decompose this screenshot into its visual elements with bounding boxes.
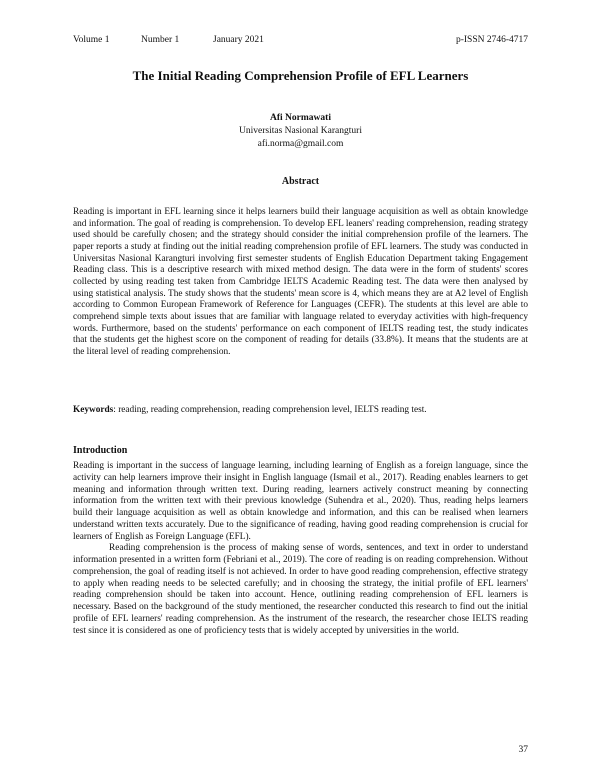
header-volume: Volume 1 [73, 35, 110, 45]
header-date: January 2021 [213, 35, 264, 45]
keywords [73, 404, 528, 416]
introduction-body [73, 461, 528, 637]
introduction-paragraph: Reading is important in the success of language learning, including learning of English as a foreign language, since the activity can help learners improve their insight in English language (Ismail et al., 2017). Reading enables learners to get meaning and information through written text. During reading, learners actively construct meaning by connecting information from the written text with their previous knowledge (Suhendra et al., 2020). Thus, reading helps learners build their language acquisition as well as obtain knowledge and information, and this can be realised when learners understand written texts accurately. Due to the significance of reading, having good reading comprehension is crucial for learners of English as Foreign Language (EFL). [73, 461, 528, 542]
author-affiliation: Universitas Nasional Karangturi [239, 126, 362, 136]
author-block [73, 112, 528, 151]
introduction-paragraph: Reading comprehension is the process of making sense of words, sentences, and text in order to understand information presented in a written form (Febriani et al., 2019). The core of reading is on reading comprehension. Without comprehension, the goal of reading itself is not achieved. In order to have good reading comprehension, effective strategy to apply when reading needs to be selected carefully; and in choosing the strategy, the initial profile of EFL learners' reading comprehension should be taken into account. Hence, outlining reading comprehension of EFL learners is necessary. Based on the background of the study mentioned, the researcher conducted this research to find out the initial profile of EFL learners' reading comprehension. As the instrument of the research, the researcher chose IELTS reading test since it is considered as one of proficiency tests that is widely accepted by universities in the world. [73, 543, 528, 636]
header-number: Number 1 [141, 35, 180, 45]
author-name: Afi Normawati [270, 113, 331, 123]
introduction-heading: Introduction [73, 445, 128, 456]
abstract-heading: Abstract [281, 176, 320, 187]
abstract-text: Reading is important in EFL learning since it helps learners build their language acquisition as well as obtain knowledge and information. The goal of reading is comprehension. To develop EFL leaners' reading comprehension, reading strategy used should be carefully chosen; and the strategy should consider the initial comprehension profile of the learners. The paper reports a study at finding out the initial reading comprehension profile of EFL learners. The study was conducted in Universitas Nasional Karangturi involving first semester students of English Education Department taking Engagement Reading class. This is a descriptive research with mixed method design. The data were in the form of students' scores collected by using reading test taken from Cambridge IELTS Academic Reading test. The data were then analysed by using statistical analysis. The study shows that the students' mean score is 4, which means they are at A2 level of English according to Common European Framework of Reference for Languages (CEFR). The students at this level are able to comprehend simple texts about issues that are familiar with language related to everyday activities with high-frequency words. Furthermore, based on the students' performance on each component of IELTS reading test, the study indicates that the students get the highest score on the component of reading for details (33.8%). It means that the students are at the literal level of reading comprehension. [73, 207, 528, 357]
paper-title: The Initial Reading Comprehension Profile of EFL Learners [132, 68, 469, 83]
running-header [73, 35, 528, 49]
keywords-label: Keywords [73, 405, 114, 415]
keywords-text: : reading, reading comprehension, reading comprehension level, IELTS reading test. [113, 405, 427, 415]
header-issn: p-ISSN 2746-4717 [455, 35, 528, 45]
page-number: 37 [518, 745, 528, 755]
author-email: afi.norma@gmail.com [257, 139, 344, 149]
